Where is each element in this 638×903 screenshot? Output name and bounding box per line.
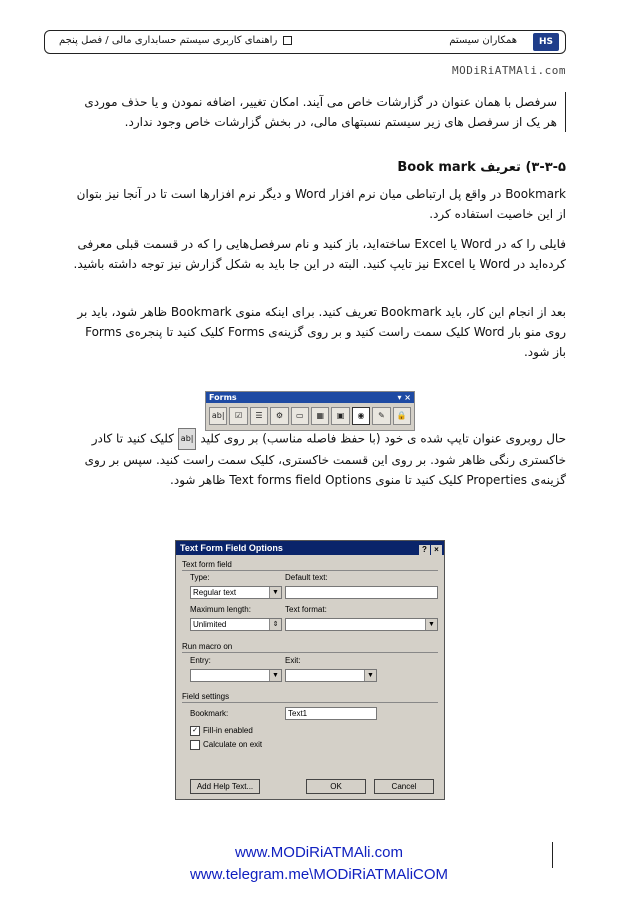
fill-in-checkbox[interactable]: ✓ Fill-in enabled	[190, 726, 253, 736]
default-text-label: Default text:	[285, 573, 328, 582]
header-company: همکاران سیستم	[449, 35, 517, 46]
text-field-icon: ab|	[178, 428, 197, 450]
forms-toolbar-title: Forms ▾ ×	[206, 392, 414, 403]
help-icon[interactable]: ?	[419, 545, 430, 555]
chevron-down-icon: ▼	[269, 670, 281, 681]
ok-button[interactable]: OK	[306, 779, 366, 794]
exit-label: Exit:	[285, 656, 301, 665]
text-format-select[interactable]	[285, 618, 438, 631]
reset-button[interactable]: ✎	[372, 407, 390, 425]
max-length-label: Maximum length:	[190, 605, 251, 614]
shading-button[interactable]: ◉	[352, 407, 370, 425]
site-url: MODiRiATMAli.com	[452, 64, 566, 77]
group-text-form-field: Text form field	[182, 560, 232, 569]
entry-macro-select[interactable]	[190, 669, 282, 682]
exit-macro-select[interactable]	[285, 669, 377, 682]
insert-table-button[interactable]: ▦	[311, 407, 329, 425]
draw-table-button[interactable]: ▭	[291, 407, 309, 425]
group-field-settings: Field settings	[182, 692, 230, 701]
paragraph-2: فایلی را که در Word یا Excel ساخته‌اید، باز کنید و نام سرفصل‌هایی را که در قسمت قبلی معرفی کرده‌اید در Word یا Excel نیز تایپ کنید. البته در این جا باید به شکل گزارش نیز توجه داشته باشید.	[73, 237, 566, 271]
add-help-text-button[interactable]: Add Help Text...	[190, 779, 260, 794]
paragraph-4: حال روبروی عنوان تایپ شده ی خود (با حفظ فاصله مناسب) بر روی کلید ab| کلیک کنید تا کادر خاکستری رنگی ظاهر شود. بر روی این قسمت خاکستری، کلیک سمت راست کنید. سپس بر روی گزینه‌ی Properties کلیک کنید تا منوی Text forms field Options ظاهر شود.	[70, 428, 566, 490]
section-title: ۳-۳-۵) تعریف Book mark	[397, 160, 566, 175]
header-chapter: راهنمای کاربری سیستم حسابداری مالی / فصل پنجم	[59, 35, 292, 46]
logo-icon: HS	[533, 33, 559, 51]
square-icon	[283, 36, 292, 45]
spin-icon: ⇕	[269, 619, 281, 630]
bookmark-input[interactable]: Text1	[285, 707, 377, 720]
toolbar-close-button[interactable]: ▾ ×	[397, 393, 411, 402]
chevron-down-icon: ▼	[269, 587, 281, 598]
footer-link-telegram[interactable]: www.telegram.me\MODiRiATMAliCOM	[189, 866, 449, 883]
bookmark-label: Bookmark:	[190, 709, 229, 718]
chevron-down-icon: ▼	[364, 670, 376, 681]
checkbox-button[interactable]: ☑	[229, 407, 247, 425]
page-header	[44, 30, 566, 54]
intro-note: سرفصل با همان عنوان در گزارشات خاص می آیند. امکان تغییر، اضافه نمودن و یا حذف موردی هر یک از سرفصل های زیر سیستم نسبتهای مالی، در بخش گزارشات خاص وجود ندارد.	[77, 92, 566, 132]
text-field-button[interactable]: ab|	[209, 407, 227, 425]
frame-button[interactable]: ▣	[331, 407, 349, 425]
entry-label: Entry:	[190, 656, 211, 665]
type-select[interactable]: Regular text ▼	[190, 586, 282, 599]
type-label: Type:	[190, 573, 210, 582]
chevron-down-icon: ▼	[425, 619, 437, 630]
lock-button[interactable]: 🔒	[393, 407, 411, 425]
properties-button[interactable]: ⚙	[270, 407, 288, 425]
group-run-macro: Run macro on	[182, 642, 233, 651]
text-form-field-dialog	[175, 540, 445, 800]
footer-link-site[interactable]: www.MODiRiATMAli.com	[234, 844, 404, 861]
text-format-label: Text format:	[285, 605, 327, 614]
dialog-title-bar: Text Form Field Options ? ×	[176, 541, 444, 555]
cancel-button[interactable]: Cancel	[374, 779, 434, 794]
paragraph-3: بعد از انجام این کار، باید Bookmark تعریف کنید. برای اینکه منوی Bookmark ظاهر شود، باید بر روی منو بار Word کلیک سمت راست کنید و بر روی گزینه‌ی Forms کلیک کنید تا پنجره‌ی Forms باز شود.	[77, 305, 566, 359]
close-icon[interactable]: ×	[431, 545, 442, 555]
paragraph-1: Bookmark در واقع پل ارتباطی میان نرم افزار Word و دیگر نرم افزارها است تا در آنجا نیز بتوان از این خاصیت استفاده کرد.	[76, 187, 566, 221]
calculate-checkbox[interactable]: Calculate on exit	[190, 740, 262, 750]
default-text-input[interactable]	[285, 586, 438, 599]
forms-toolbar	[205, 391, 415, 431]
max-length-stepper[interactable]: Unlimited ⇕	[190, 618, 282, 631]
dropdown-button[interactable]: ☰	[250, 407, 268, 425]
